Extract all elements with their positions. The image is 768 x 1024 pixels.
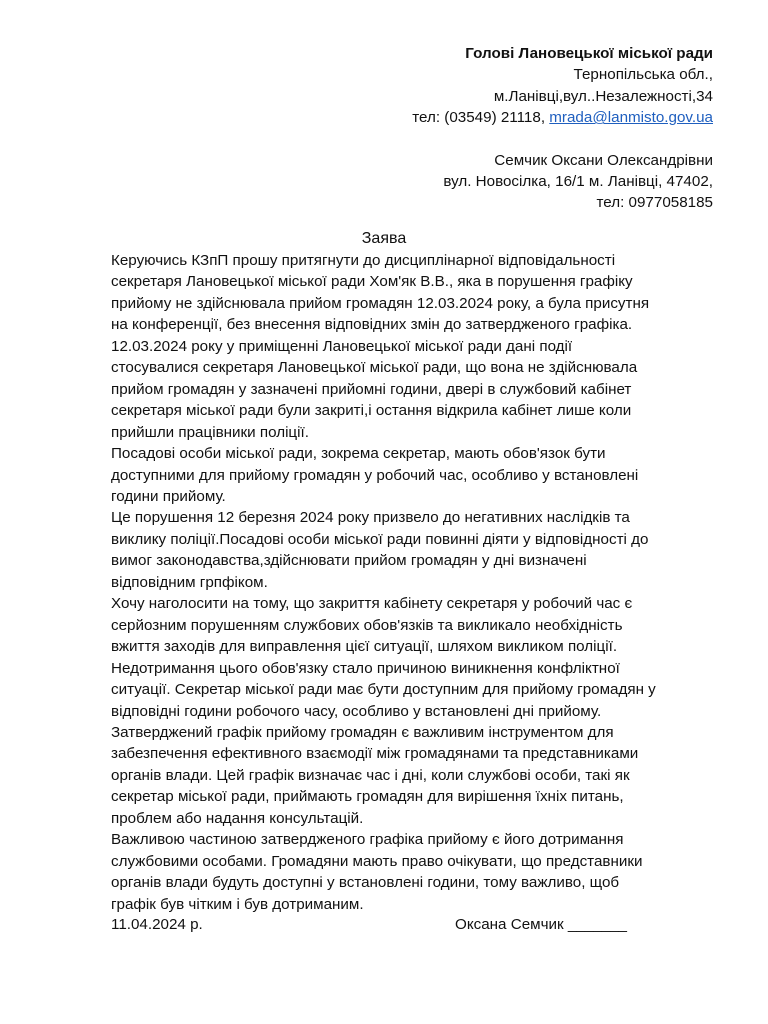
body-line: відповідні години робочого часу, особливо у встановлені дні прийому. [111, 702, 602, 720]
body-line: Недотримання цього обов'язку стало причиною виникнення конфліктної [111, 659, 620, 677]
addressee-phone: тел: (03549) 21118, [412, 109, 546, 127]
sender-address: вул. Новосілка, 16/1 м. Ланівці, 47402, [443, 173, 713, 191]
body-line: Важливою частиною затвердженого графіка прийому є його дотримання [111, 831, 624, 849]
signature: Оксана Семчик _______ [455, 916, 627, 933]
body-line: Посадові особи міської ради, зокрема секретар, мають обов'язок бути [111, 445, 606, 463]
body-line: виклику поліції.Посадові особи міської ради повинні діяти у відповідності до [111, 530, 649, 548]
addressee-contacts [412, 107, 713, 128]
body-line: прийому не здійснювала прийом громадян 12.03.2024 року, а була присутня [111, 294, 650, 312]
letter-header [412, 43, 713, 214]
body-line: секретаря міської ради були закриті,і остання відкрила кабінет лише коли [111, 402, 632, 420]
body-line: забезпечення ефективного взаємодії між громадянами та представниками [111, 745, 639, 763]
body-line: стосувалися секретаря Лановецької міської ради, що вона не здійснювала [111, 359, 638, 377]
document-title: Заява [361, 230, 407, 247]
body-line: службовими особами. Громадяни мають право очікувати, що представники [111, 852, 643, 870]
document-date: 11.04.2024 р. [111, 916, 203, 933]
body-line: Керуючись КЗпП прошу притягнути до дисциплінарної відповідальності [111, 252, 616, 269]
body-line: доступними для прийому громадян у робочий час, особливо у встановлені [111, 466, 639, 484]
document-body [111, 250, 723, 915]
body-line: серйозним порушенням службових обов'язків та викликало необхідність [111, 616, 623, 634]
body-line: Хочу наголосити на тому, що закриття кабінету секретаря у робочий час є [111, 595, 633, 613]
body-line: ситуації. Секретар міської ради має бути доступним для прийому громадян у [111, 681, 656, 699]
body-line: 12.03.2024 року у приміщенні Лановецької міської ради дані події [111, 337, 573, 355]
addressee: Голові Лановецької міської ради [465, 45, 713, 62]
body-line: на конференції, без внесення відповідних змін до затвердженого графіка. [111, 316, 633, 334]
body-line: прийшли працівники поліції. [111, 423, 309, 441]
body-line: графік був чітким і був дотриманим. [111, 895, 364, 913]
body-line: органів влади. Цей графік визначає час і дні, коли службові особи, такі як [111, 766, 630, 784]
body-line: Затверджений графік прийому громадян є важливим інструментом для [111, 723, 614, 741]
body-line: прийом громадян у зазначені прийомні години, двері в службовий кабінет [111, 380, 632, 398]
addressee-region: Тернопільська обл., [573, 66, 713, 84]
body-line: органів влади будуть доступні у встановлені години, тому важливо, щоб [111, 874, 620, 892]
body-line: Це порушення 12 березня 2024 року призвело до негативних наслідків та [111, 509, 630, 527]
body-line: відповідним грпфіком. [111, 573, 268, 591]
body-line: проблем або надання консультацій. [111, 809, 364, 827]
addressee-email-link[interactable]: mrada@lanmisto.gov.ua [549, 109, 713, 127]
body-line: вжиття заходів для виправлення цієї ситуації, шляхом викликом поліції. [111, 638, 618, 656]
body-line: секретаря Лановецької міської ради Хом'як В.В., яка в порушення графіку [111, 273, 633, 291]
body-line: секретар міської ради, приймають громадян для вирішення їхніх питань, [111, 788, 624, 806]
sender-phone: тел: 0977058185 [596, 194, 713, 212]
body-line: вимог законодавства,здійснювати прийом громадян у дні визначені [111, 552, 587, 570]
sender-name: Семчик Оксани Олександрівни [494, 151, 713, 169]
body-line: години прийому. [111, 487, 226, 505]
addressee-address: м.Ланівці,вул..Незалежності,34 [493, 87, 713, 105]
